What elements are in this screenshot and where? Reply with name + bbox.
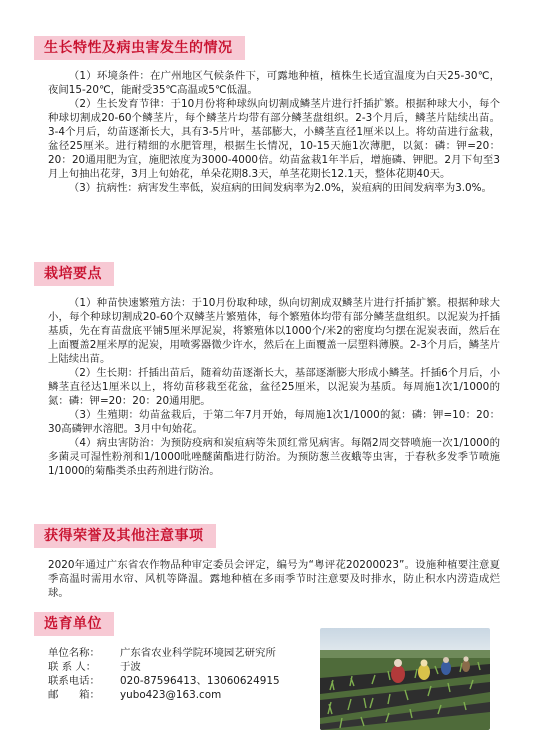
contact-label: 单位名称：	[48, 647, 100, 659]
section-title-breeder: 选育单位	[34, 612, 114, 636]
contact-row-email	[48, 688, 328, 702]
contact-value: yubo423@163.com	[120, 689, 222, 701]
contact-row-person	[48, 660, 328, 674]
paragraph: 2020年通过广东省农作物品种审定委员会评定，编号为“粤评花20200023”。设施种植要注意夏季高温时需用水帘、风机等降温。露地种植在多雨季节时注意要及时排水，防止积水内涝造成烂球。	[48, 559, 500, 599]
contact-value: 广东省农业科学院环境园艺研究所	[120, 647, 276, 659]
contact-row-unit	[48, 646, 328, 660]
contact-label: 联 系 人：	[48, 661, 97, 673]
section-body-honors	[48, 558, 500, 600]
paragraph: （3）抗病性：病害发生率低，炭疽病的田间发病率为2.0%，炭疽病的田间发病率为3.0%。	[68, 182, 492, 194]
field-cultivation-photo	[320, 628, 490, 730]
contact-value: 于波	[120, 661, 141, 673]
section-title-cultivation: 栽培要点	[34, 262, 114, 286]
contact-label: 邮 箱：	[48, 689, 100, 701]
paragraph: （2）生长期：扦插出苗后，随着幼苗逐渐长大，基部逐渐膨大形成小鳞茎。扦插6个月后，小鳞茎直径达1厘米以上，将幼苗移栽至花盆，盆径25厘米，以泥炭为基质。每周施1次1/1000的氮：磷：钾=20：20：20通用肥。	[48, 367, 500, 407]
contact-label: 联系电话：	[48, 675, 100, 687]
paragraph: （1）种苗快速繁殖方法：于10月份取种球，纵向切割成双鳞茎片进行扦插扩繁。根据种球大小，每个种球切割成20-60个双鳞茎片繁殖体，每个繁殖体均带有部分鳞茎盘组织。以泥炭为扦插基质，先在育苗盘底平铺5厘米厚泥炭，将繁殖体以1000个/米2的密度均匀摆在泥炭表面，然后在上面覆盖2厘米厚的泥炭，用喷雾器微少许水，然后在上面覆盖一层塑料薄膜。2-3个月后，鳞茎片上陆续出苗。	[48, 297, 500, 365]
breeder-contact-info	[48, 646, 328, 702]
contact-value: 020-87596413、13060624915	[120, 675, 280, 687]
section-body-cultivation	[48, 296, 500, 478]
paragraph: （4）病虫害防治：为预防疫病和炭疽病等朱顶红常见病害。每隔2周交替喷施一次1/1000的多菌灵可湿性粉剂和1/1000吡唑醚菌酯进行防治。为预防葱兰夜蛾等虫害，于春秋多发季节喷施1/1000的菊酯类杀虫药剂进行防治。	[48, 437, 500, 477]
paragraph: （1）环境条件：在广州地区气候条件下，可露地种植，植株生长适宜温度为白天25-30℃，夜间15-20℃，能耐受35℃高温或5℃低温。	[48, 70, 500, 96]
paragraph: （3）生殖期：幼苗盆栽后，于第二年7月开始，每周施1次1/1000的氮：磷：钾=10：20：30高磷钾水溶肥。3月中旬始花。	[48, 409, 500, 435]
section-title-growth: 生长特性及病虫害发生的情况	[34, 36, 245, 60]
paragraph: （2）生长发育节律：于10月份将种球纵向切割成鳞茎片进行扦插扩繁。根据种球大小，每个种球切割成20-60个鳞茎片，每个鳞茎片均带有部分鳞茎盘组织。2-3个月后，鳞茎片陆续出苗。3-4个月后，幼苗逐渐长大，具有3-5片叶，基部膨大，小鳞茎直径1厘米以上。将幼苗进行盆栽，盆径25厘米。进行精细的水肥管理，根据生长情况，10-15天施1次薄肥，以氮：磷：钾=20：20：20通用肥为宜，施肥浓度为3000-4000倍。幼苗盆栽1年半后，增施磷、钾肥。2月下旬至3月上旬抽出花芽，3月上旬始花，单朵花期8.3天，单茎花期长12.1天，整体花期40天。	[48, 98, 500, 180]
section-title-honors: 获得荣誉及其他注意事项	[34, 524, 216, 548]
section-body-growth	[48, 69, 500, 195]
contact-row-phone	[48, 674, 328, 688]
